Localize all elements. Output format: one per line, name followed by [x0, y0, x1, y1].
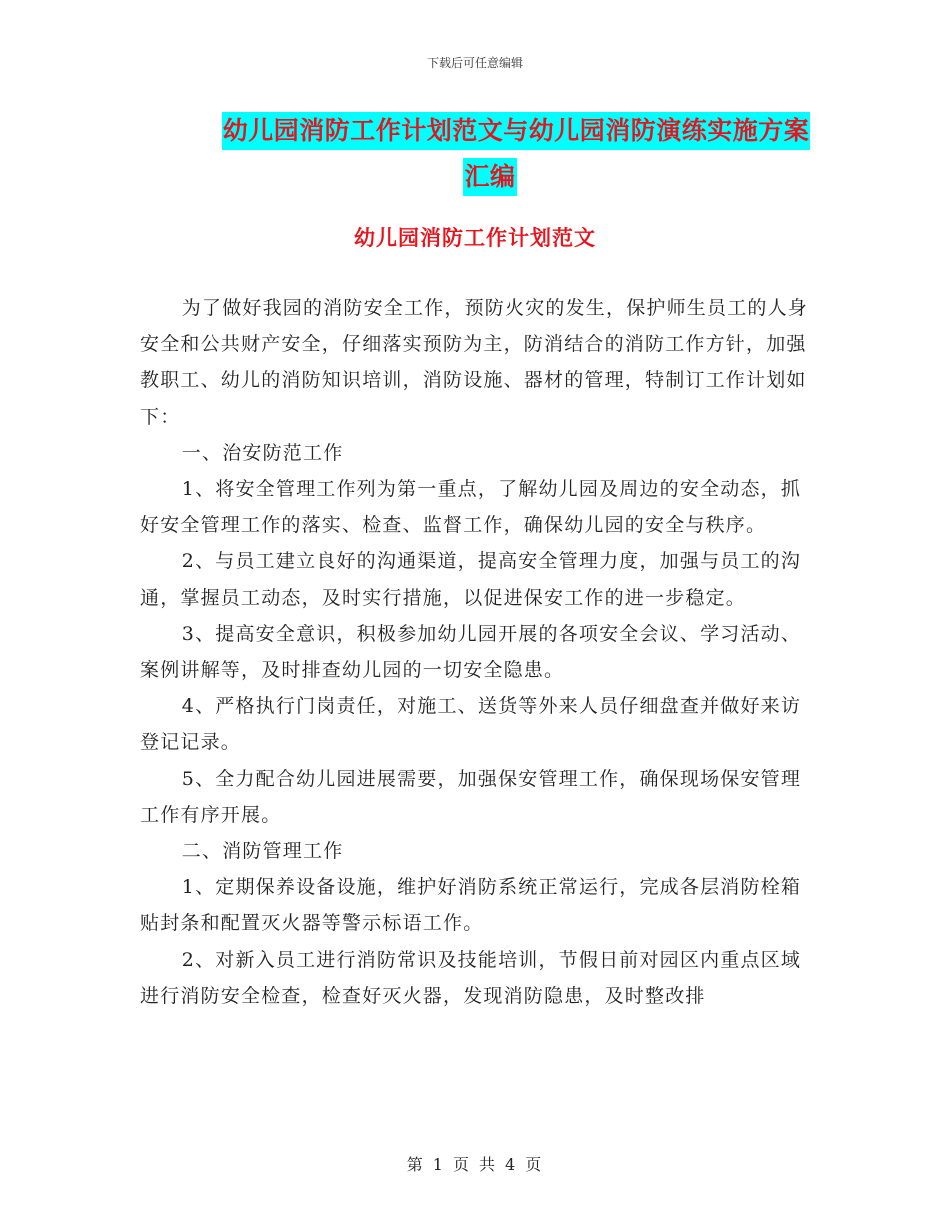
document-title: [140, 112, 840, 196]
paragraph-intro: 为了做好我园的消防安全工作，预防火灾的发生，保护师生员工的人身安全和公共财产安全，仔细落实预防为主，防消结合的消防工作方针，加强教职工、幼儿的消防知识培训，消防设施、器材的管理，特制订工作计划如下：: [140, 297, 808, 428]
page-footer: [0, 1152, 950, 1175]
paragraph: 1、将安全管理工作列为第一重点，了解幼儿园及周边的安全动态，抓好安全管理工作的落实、检查、监督工作，确保幼儿园的安全与秩序。: [140, 478, 802, 537]
page-label: 第: [406, 1155, 425, 1174]
paragraph: 1、定期保养设备设施，维护好消防系统正常运行，完成各层消防栓箱贴封条和配置灭火器等警示标语工作。: [140, 876, 802, 935]
paragraph: 4、严格执行门岗责任，对施工、送货等外来人员仔细盘查并做好来访登记记录。: [140, 695, 802, 754]
paragraph: 5、全力配合幼儿园进展需要，加强保安管理工作，确保现场保安管理工作有序开展。: [140, 767, 802, 826]
document-body: [140, 290, 808, 1014]
document-title-line-2: 汇编: [463, 158, 516, 196]
header-note: 下载后可任意编辑: [426, 56, 523, 70]
document-title-line-1: 幼儿园消防工作计划范文与幼儿园消防演练实施方案: [222, 112, 811, 150]
paragraph: 3、提高安全意识，积极参加幼儿园开展的各项安全会议、学习活动、案例讲解等，及时排查幼儿园的一切安全隐患。: [140, 622, 802, 682]
section-title: 幼儿园消防工作计划范文: [354, 226, 596, 250]
paragraph-heading-1: 一、治安防范工作: [181, 441, 344, 464]
total-unit: 页: [525, 1155, 544, 1174]
page-unit: 页: [452, 1155, 471, 1174]
paragraph-heading-2: 二、消防管理工作: [181, 840, 344, 863]
page-number: 1: [432, 1155, 445, 1174]
total-pages: 4: [505, 1155, 518, 1174]
paragraph: 2、与员工建立良好的沟通渠道，提高安全管理力度，加强与员工的沟通，掌握员工动态，及时实行措施，以促进保安工作的进一步稳定。: [140, 550, 802, 609]
total-label: 共: [479, 1155, 498, 1174]
paragraph: 2、对新入员工进行消防常识及技能培训，节假日前对园区内重点区域进行消防安全检查，检查好灭火器，发现消防隐患，及时整改排: [140, 948, 802, 1007]
